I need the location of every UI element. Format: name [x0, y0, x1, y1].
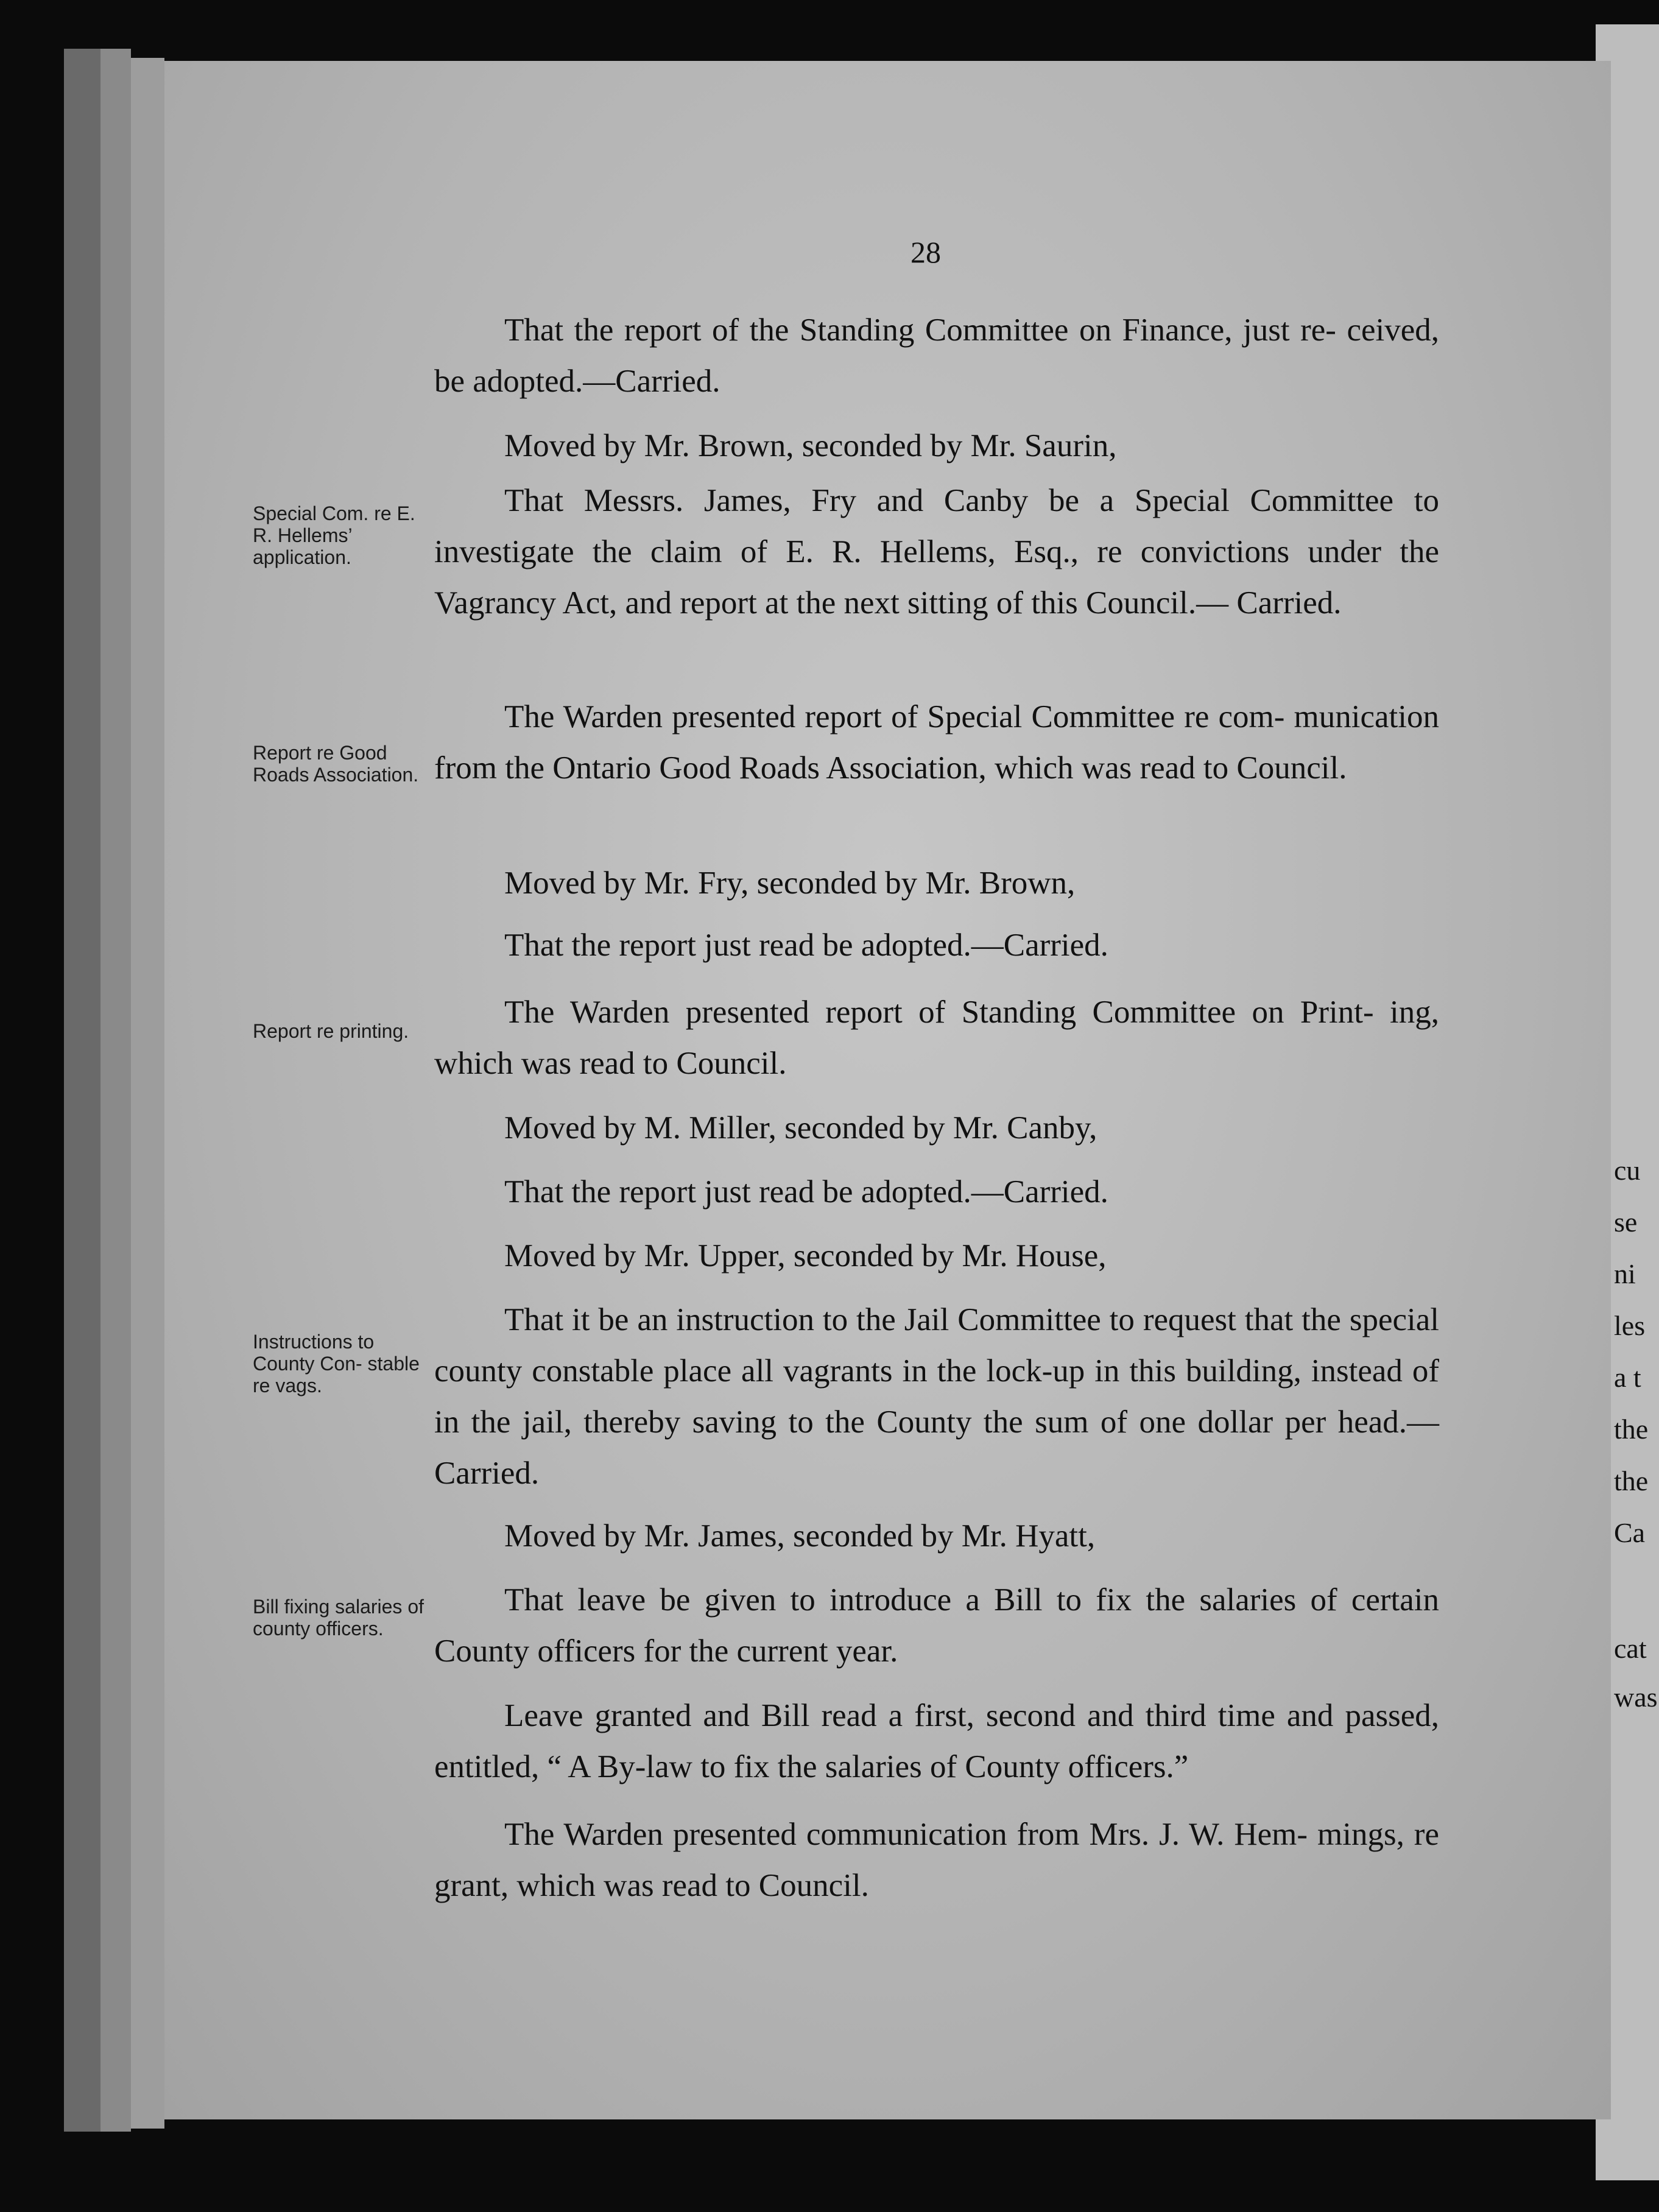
paragraph: That the report just read be adopted.—Carried. [504, 1174, 1108, 1210]
paragraph: That leave be given to introduce a Bill to fix the salaries of certain County officers for the current year. [434, 1582, 1439, 1669]
paragraph: Moved by Mr. Fry, seconded by Mr. Brown, [504, 865, 1076, 901]
facing-page-fragment: a t [1614, 1362, 1641, 1393]
paragraph: The Warden presented report of Special Committee re com- munication from the Ontario Good Roads Association, which was read to Council. [434, 699, 1439, 786]
paragraph: That the report just read be adopted.—Carried. [504, 928, 1108, 963]
page-number: 28 [911, 235, 941, 269]
facing-page-fragment: se [1614, 1206, 1638, 1238]
facing-page-fragment: was [1614, 1682, 1658, 1713]
facing-page-fragment: the [1614, 1465, 1649, 1496]
facing-page-fragment: the [1614, 1414, 1649, 1445]
facing-page-fragment: cat [1614, 1633, 1647, 1664]
paragraph: That it be an instruction to the Jail Committee to request that the special county constable place all vagrants in the lock-up in this building, instead of in the jail, thereby saving to the County the sum of one dollar per head.—Carried. [434, 1302, 1439, 1491]
paragraph: Moved by Mr. Upper, seconded by Mr. House, [504, 1238, 1107, 1273]
paragraph: The Warden presented report of Standing Committee on Print- ing, which was read to Council. [434, 995, 1439, 1081]
margin-note: Report re printing. [253, 1020, 409, 1042]
margin-note: Instructions to County Con- stable re vags. [253, 1331, 420, 1397]
facing-page-fragment: les [1614, 1310, 1646, 1341]
facing-page-fragment: cu [1614, 1155, 1641, 1186]
facing-page-fragment: Ca [1614, 1517, 1646, 1548]
paragraph: Moved by Mr. Brown, seconded by Mr. Saurin, [504, 428, 1117, 463]
paragraph: That Messrs. James, Fry and Canby be a Special Committee to investigate the claim of E. R. Hellems, Esq., re convictions under the Vagrancy Act, and report at the next sitting of this Council.— Carried. [434, 483, 1439, 621]
binding-strip [100, 49, 131, 2132]
paragraph: Moved by Mr. James, seconded by Mr. Hyatt, [504, 1518, 1096, 1554]
binding-strip [131, 58, 164, 2129]
facing-page-fragment: ni [1614, 1258, 1636, 1289]
margin-note: Bill fixing salaries of county officers. [253, 1596, 424, 1640]
margin-note: Report re Good Roads Association. [253, 742, 419, 786]
binding-strip [64, 49, 100, 2132]
paragraph: Moved by M. Miller, seconded by Mr. Canby, [504, 1110, 1097, 1146]
paragraph: Leave granted and Bill read a first, second and third time and passed, entitled, “ A By-law to fix the salaries of County officers.” [434, 1698, 1439, 1784]
margin-note: Special Com. re E. R. Hellems’ application. [253, 502, 415, 568]
paragraph: The Warden presented communication from Mrs. J. W. Hem- mings, re grant, which was read to Council. [434, 1817, 1439, 1903]
paragraph: That the report of the Standing Committee on Finance, just re- ceived, be adopted.—Carried. [434, 312, 1439, 399]
